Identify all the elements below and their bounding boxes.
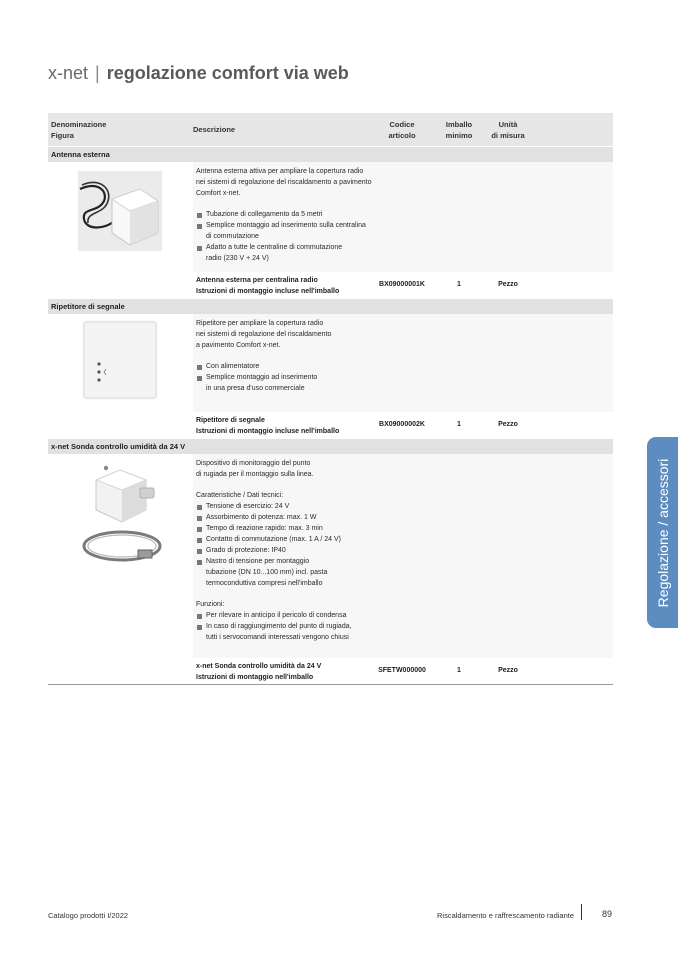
header-unita: [485, 119, 531, 141]
function-list: [196, 610, 352, 643]
description-ripetitore: [196, 318, 331, 394]
feature-item: [196, 242, 371, 264]
header-imballo: [438, 119, 480, 141]
feature-item: [196, 361, 331, 372]
section-heading-antenna: Antenna esterna: [48, 147, 613, 162]
function-item: [196, 610, 352, 621]
table-bottom-rule: [48, 684, 613, 685]
article-code: SFETW000000: [378, 667, 426, 674]
section-heading-sonda: x-net Sonda controllo umidità da 24 V: [48, 439, 613, 454]
order-row: [48, 272, 613, 298]
feature-text: in una presa d'uso commerciale: [206, 385, 305, 392]
order-name-line1: Ripetitore di segnale: [196, 417, 265, 424]
header-codice: [374, 119, 430, 141]
feature-list: [196, 501, 352, 589]
footer-catalog: Catalogo prodotti I/2022: [48, 911, 129, 920]
order-name-line1: x-net Sonda controllo umidità da 24 V: [196, 663, 322, 670]
footer-section: Riscaldamento e raffrescamento radiante: [437, 911, 575, 920]
order-name: [196, 661, 321, 683]
section-heading-ripetitore: Ripetitore di segnale: [48, 299, 613, 314]
article-code: BX09000002K: [379, 421, 425, 428]
page-title: [48, 63, 349, 84]
order-name-line2: Istruzioni di montaggio incluse nell'imballo: [196, 428, 340, 435]
order-name-line2: Istruzioni di montaggio nell'imballo: [196, 674, 314, 681]
feature-item: [196, 545, 352, 556]
function-item: [196, 621, 352, 643]
feature-text: termoconduttiva compresi nell'imballo: [206, 580, 323, 587]
feature-text: tubazione (DN 10...100 mm) incl. pasta: [206, 569, 328, 576]
header-figura-label: Figura: [51, 131, 74, 140]
header-unita-line1: Unità: [498, 120, 518, 129]
feature-text: radio (230 V + 24 V): [206, 255, 269, 262]
function-text: tutti i servocomandi interessati vengono chiusi: [206, 634, 349, 641]
feature-list: [196, 361, 331, 394]
feature-text: Tensione di esercizio: 24 V: [206, 503, 290, 510]
pack-quantity: 1: [457, 421, 461, 428]
feature-item: [196, 534, 352, 545]
desc-line: a pavimento Comfort x-net.: [196, 342, 281, 349]
figure-cell: [48, 314, 193, 412]
description-antenna: [196, 166, 371, 264]
feature-text: Assorbimento di potenza: max. 1 W: [206, 514, 317, 521]
function-text: Per rilevare in anticipo il pericolo di condensa: [206, 612, 347, 619]
repeater-image: [82, 320, 158, 400]
feature-text: Tempo di reazione rapido: max. 3 min: [206, 525, 323, 532]
header-codice-line2: articolo: [388, 131, 416, 140]
feature-text: di commutazione: [206, 233, 259, 240]
feature-text: Grado di protezione: IP40: [206, 547, 286, 554]
description-sonda: [196, 458, 352, 643]
order-name-line1: Antenna esterna per centralina radio: [196, 277, 318, 284]
feature-text: Adatto a tutte le centraline di commutazione: [206, 244, 343, 251]
title-main: regolazione comfort via web: [106, 63, 349, 83]
section-body-antenna: [48, 162, 613, 272]
product-table: [48, 113, 613, 685]
feature-text: Contatto di commutazione (max. 1 A / 24 V): [206, 536, 342, 543]
order-name-line2: Istruzioni di montaggio incluse nell'imballo: [196, 288, 340, 295]
figure-cell: [48, 454, 193, 658]
feature-list: [196, 209, 371, 264]
unit-of-measure: Pezzo: [498, 281, 518, 288]
feature-item: [196, 523, 352, 534]
order-row: [48, 412, 613, 438]
feature-item: [196, 209, 371, 220]
function-text: In caso di raggiungimento del punto di rugiada,: [206, 623, 352, 630]
header-imballo-line2: minimo: [445, 131, 473, 140]
header-unita-line2: di misura: [491, 131, 525, 140]
humidity-sensor-image: [80, 460, 164, 572]
feature-item: [196, 556, 352, 589]
header-denominazione: [51, 119, 106, 141]
pack-quantity: 1: [457, 667, 461, 674]
footer-divider: [581, 904, 582, 920]
desc-line: Dispositivo di monitoraggio del punto: [196, 460, 311, 467]
order-row: [48, 658, 613, 684]
section-body-sonda: [48, 454, 613, 658]
table-header: [48, 113, 613, 146]
title-prefix: x-net: [48, 63, 89, 83]
chapter-tab-label: Regolazione / accessori: [654, 458, 671, 607]
title-separator: |: [95, 63, 100, 83]
article-code: BX09000001K: [379, 281, 425, 288]
header-descrizione: Descrizione: [193, 125, 236, 134]
feature-item: [196, 372, 331, 394]
chapter-tab: [647, 437, 678, 628]
desc-line: Comfort x-net.: [196, 190, 241, 197]
feature-text: Semplice montaggio ad inserimento sulla centralina: [206, 222, 366, 229]
unit-of-measure: Pezzo: [498, 667, 518, 674]
unit-of-measure: Pezzo: [498, 421, 518, 428]
feature-text: Tubazione di collegamento da 5 metri: [206, 211, 323, 218]
header-denominazione-label: Denominazione: [51, 120, 107, 129]
order-name: [196, 415, 339, 437]
pack-quantity: 1: [457, 281, 461, 288]
desc-line: di rugiada per il montaggio sulla linea.: [196, 471, 314, 478]
feature-text: Con alimentatore: [206, 363, 260, 370]
feature-item: [196, 512, 352, 523]
feature-text: Semplice montaggio ad inserimento: [206, 374, 318, 381]
functions-title: Funzioni:: [196, 601, 225, 608]
desc-line: Antenna esterna attiva per ampliare la copertura radio: [196, 168, 364, 175]
feature-item: [196, 501, 352, 512]
desc-line: nei sistemi di regolazione del riscaldamento a pavimento: [196, 179, 372, 186]
antenna-image: [78, 171, 162, 251]
header-codice-line1: Codice: [389, 120, 415, 129]
order-name: [196, 275, 339, 297]
feature-item: [196, 220, 371, 242]
figure-cell: [48, 162, 193, 272]
header-imballo-line1: Imballo: [445, 120, 473, 129]
section-body-ripetitore: [48, 314, 613, 412]
feature-text: Nastro di tensione per montaggio: [206, 558, 310, 565]
tech-title: Caratteristiche / Dati tecnici:: [196, 492, 284, 499]
desc-line: Ripetitore per ampliare la copertura radio: [196, 320, 324, 327]
page-number: 89: [602, 909, 613, 919]
desc-line: nei sistemi di regolazione del riscaldamento: [196, 331, 332, 338]
